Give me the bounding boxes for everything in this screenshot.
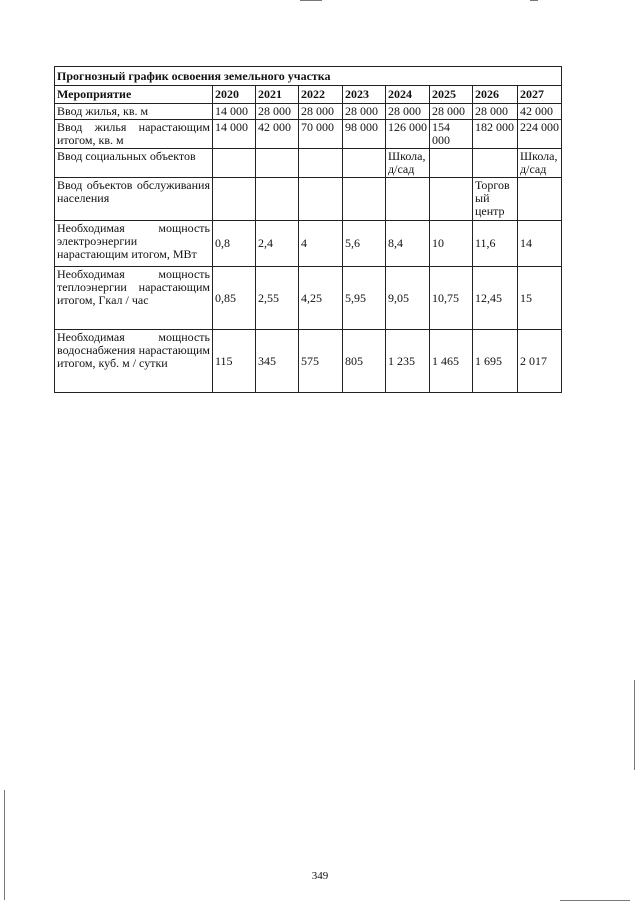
table-cell: 14: [518, 221, 562, 267]
table-cell: [430, 178, 473, 221]
table-cell: [256, 178, 299, 221]
table-body: [55, 104, 562, 393]
table-cell: 8,4: [386, 221, 430, 267]
table-title: Прогнозный график освоения земельного участка: [55, 67, 562, 86]
table-cell: 5,95: [343, 267, 386, 330]
header-event: Мероприятие: [55, 86, 213, 104]
table-row: [55, 178, 562, 221]
table-cell: [299, 149, 343, 178]
table-cell: 11,6: [473, 221, 518, 267]
table-cell: [473, 149, 518, 178]
table-cell: 98 000: [343, 120, 386, 149]
scan-mark-top: [300, 0, 322, 1]
header-year: 2022: [299, 86, 343, 104]
table-cell: 9,05: [386, 267, 430, 330]
land-development-schedule-table: [54, 66, 562, 393]
page-number: 349: [311, 870, 329, 882]
table-cell: 14 000: [213, 120, 256, 149]
table-cell: 1 695: [473, 330, 518, 393]
table-cell: 0,85: [213, 267, 256, 330]
table-cell: 28 000: [343, 104, 386, 120]
header-year: 2025: [430, 86, 473, 104]
table-cell: 10: [430, 221, 473, 267]
header-year: 2024: [386, 86, 430, 104]
table-cell: 115: [213, 330, 256, 393]
table-row: [55, 330, 562, 393]
table-cell: [299, 178, 343, 221]
header-year: 2026: [473, 86, 518, 104]
header-year: 2027: [518, 86, 562, 104]
table-cell: 805: [343, 330, 386, 393]
table-cell: Торговый центр: [473, 178, 518, 221]
table-cell: 0,8: [213, 221, 256, 267]
table-cell: 154 000: [430, 120, 473, 149]
table-cell: Школа, д/сад: [518, 149, 562, 178]
table-cell: 224 000: [518, 120, 562, 149]
table-cell: 42 000: [256, 120, 299, 149]
table-cell: [430, 149, 473, 178]
table-cell: 14 000: [213, 104, 256, 120]
table-row: [55, 221, 562, 267]
scan-mark-bottom-right: [560, 900, 630, 901]
table-cell: 126 000: [386, 120, 430, 149]
table-cell: 2 017: [518, 330, 562, 393]
table-cell: 28 000: [256, 104, 299, 120]
table-cell: [386, 178, 430, 221]
table-row: [55, 267, 562, 330]
table-cell: 10,75: [430, 267, 473, 330]
row-label: Необходимая мощность электроэнергии нарастающим итогом, МВт: [55, 221, 213, 267]
scan-mark-left: [4, 790, 5, 900]
row-label: Ввод социальных объектов: [55, 149, 213, 178]
table-cell: 1 235: [386, 330, 430, 393]
table-cell: [213, 178, 256, 221]
table-cell: 70 000: [299, 120, 343, 149]
header-year: 2021: [256, 86, 299, 104]
row-label: Ввод жилья, кв. м: [55, 104, 213, 120]
table-cell: Школа, д/сад: [386, 149, 430, 178]
table-cell: [343, 149, 386, 178]
table-cell: 28 000: [473, 104, 518, 120]
table-cell: 15: [518, 267, 562, 330]
table-cell: [518, 178, 562, 221]
row-label: Необходимая мощность теплоэнергии нарастающим итогом, Гкал / час: [55, 267, 213, 330]
row-label: Ввод жилья нарастающим итогом, кв. м: [55, 120, 213, 149]
header-year: 2020: [213, 86, 256, 104]
header-year: 2023: [343, 86, 386, 104]
table-row: [55, 149, 562, 178]
table-cell: 4: [299, 221, 343, 267]
row-label: Необходимая мощность водоснабжения нарастающим итогом, куб. м / сутки: [55, 330, 213, 393]
table-row: [55, 104, 562, 120]
table-cell: [213, 149, 256, 178]
table-header-row: [55, 86, 562, 104]
table-cell: 345: [256, 330, 299, 393]
table-cell: 28 000: [386, 104, 430, 120]
table-cell: 5,6: [343, 221, 386, 267]
table-cell: 28 000: [299, 104, 343, 120]
table-cell: 2,4: [256, 221, 299, 267]
scan-mark-right: [634, 680, 635, 770]
table-cell: [343, 178, 386, 221]
table-cell: 42 000: [518, 104, 562, 120]
scan-mark-top-right: [530, 0, 538, 1]
table-cell: 182 000: [473, 120, 518, 149]
row-label: Ввод объектов обслуживания населения: [55, 178, 213, 221]
table-cell: 28 000: [430, 104, 473, 120]
table-cell: 4,25: [299, 267, 343, 330]
table-cell: 1 465: [430, 330, 473, 393]
table-row: [55, 120, 562, 149]
table-cell: 2,55: [256, 267, 299, 330]
table-cell: 575: [299, 330, 343, 393]
table-cell: [256, 149, 299, 178]
table-cell: 12,45: [473, 267, 518, 330]
